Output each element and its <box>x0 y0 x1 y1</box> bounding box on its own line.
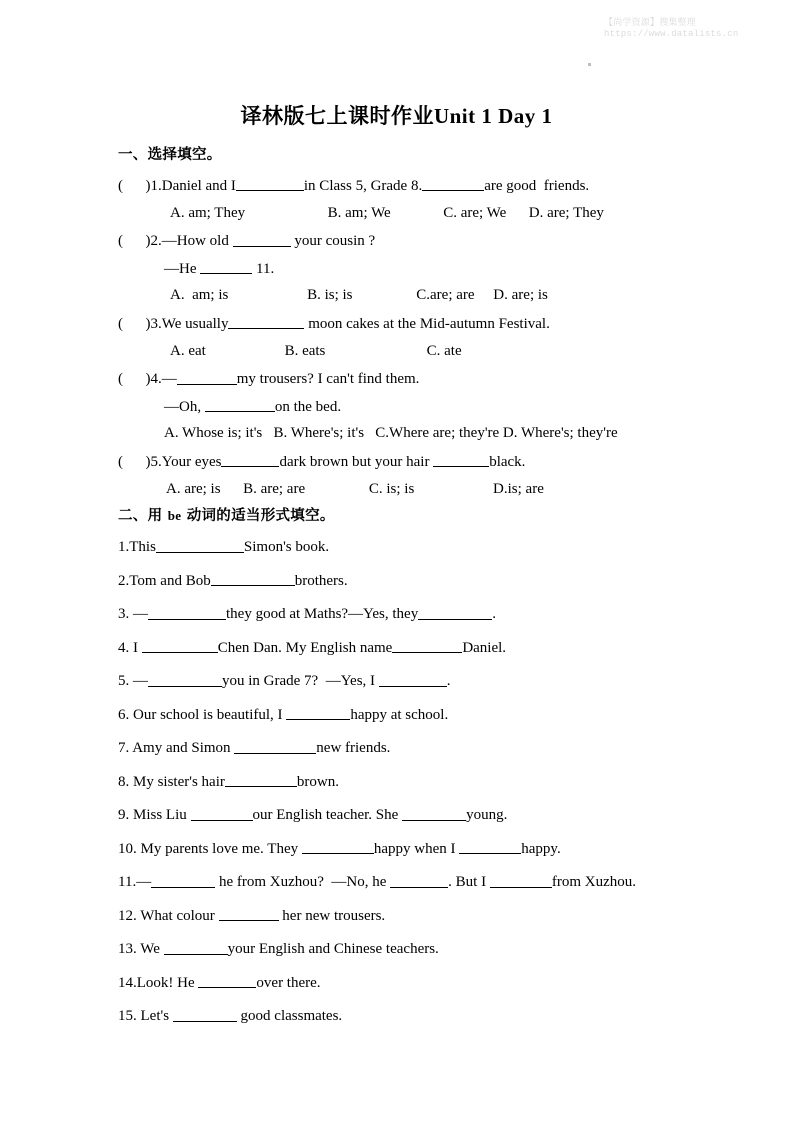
question-2-text-a: —How old <box>161 233 233 249</box>
fill-item-number: 8. <box>118 773 133 790</box>
watermark-source-label: 【尚学资源】搜集整理 <box>604 17 697 27</box>
fill-item-text-a: Let's <box>140 1008 173 1024</box>
fill-item-number: 12. <box>118 907 141 924</box>
fill-item <box>118 671 738 691</box>
fill-item-text-a: We <box>140 941 164 957</box>
fill-item-number: 13. <box>118 941 141 957</box>
question-2-stem <box>118 231 738 251</box>
fill-item-number: 1. <box>118 539 130 555</box>
question-4-sub-b: on the bed. <box>274 398 342 415</box>
answer-blank[interactable] <box>390 872 448 887</box>
answer-blank[interactable] <box>164 939 228 954</box>
page-speck-artifact <box>588 63 591 66</box>
fill-item <box>118 638 738 658</box>
fill-item-text-a: — <box>136 874 152 890</box>
fill-item-text-d: from Xuzhou. <box>551 874 636 890</box>
fill-item-text-b: Chen Dan. My English name <box>217 639 393 656</box>
question-2-subline <box>118 259 738 279</box>
question-1-marker: ( )1. <box>118 177 162 194</box>
question-2-sub-a: —He <box>164 260 201 277</box>
fill-item-text-b: you in Grade 7? —Yes, I <box>222 673 379 689</box>
answer-blank[interactable] <box>148 604 226 619</box>
fill-item-text-a: My sister's hair <box>133 773 225 790</box>
answer-blank[interactable] <box>459 839 521 854</box>
answer-blank[interactable] <box>191 805 253 820</box>
fill-item <box>118 805 738 825</box>
fill-item-text-b: good classmates. <box>236 1008 343 1024</box>
question-4-marker: ( )4. <box>118 371 162 387</box>
fill-item-text-b: happy when I <box>373 840 460 857</box>
section-2-heading-be: be <box>167 508 182 524</box>
fill-item-text-a: Amy and Simon <box>132 740 235 756</box>
question-5-marker: ( )5. <box>118 453 162 470</box>
fill-item-text-a: This <box>129 539 156 555</box>
fill-item-text-c: . <box>492 606 496 622</box>
question-5-text-c: black. <box>489 453 526 470</box>
worksheet-content <box>118 143 738 1040</box>
answer-blank[interactable] <box>286 705 350 720</box>
question-3-text-a: We usually <box>161 315 229 332</box>
answer-blank[interactable] <box>379 671 447 686</box>
fill-item-text-c: happy. <box>521 840 561 857</box>
question-1-text-c: are good friends. <box>484 177 590 194</box>
question-5-text-b: dark brown but your hair <box>279 453 434 470</box>
fill-item-text-a: I <box>133 639 142 656</box>
fill-item-text-b: he from Xuzhou? —No, he <box>215 874 391 890</box>
question-5-text-a: Your eyes <box>161 453 222 470</box>
fill-item-text-a: Look! He <box>136 974 199 991</box>
fill-item-text-b: your English and Chinese teachers. <box>227 941 439 957</box>
page-title-chinese: 译林版七上课时作业 <box>240 103 434 128</box>
fill-item-number: 5. <box>118 673 133 689</box>
answer-blank[interactable] <box>433 452 489 467</box>
answer-blank[interactable] <box>225 772 297 787</box>
answer-blank[interactable] <box>392 638 462 653</box>
fill-item-text-a: Miss Liu <box>133 807 191 823</box>
answer-blank[interactable] <box>422 176 484 191</box>
question-4-text-a: — <box>161 371 177 387</box>
question-4-text-b: my trousers? I can't find them. <box>236 371 420 387</box>
fill-item-text-a: — <box>133 606 148 622</box>
fill-item-number: 4. <box>118 639 133 656</box>
fill-item-text-a: My parents love me. They <box>140 840 302 857</box>
answer-blank[interactable] <box>177 369 237 384</box>
fill-item <box>118 839 738 859</box>
answer-blank[interactable] <box>173 1006 237 1021</box>
question-2-text-b: your cousin ? <box>290 233 376 249</box>
answer-blank[interactable] <box>219 906 279 921</box>
fill-item-text-a: Tom and Bob <box>129 572 211 589</box>
fill-item-text-c: . <box>446 673 451 689</box>
fill-item-text-a: — <box>133 673 148 689</box>
fill-item-text-c: Daniel. <box>462 639 507 656</box>
answer-blank[interactable] <box>490 872 552 887</box>
fill-item <box>118 738 738 758</box>
fill-item <box>118 705 738 725</box>
answer-blank[interactable] <box>205 397 275 412</box>
answer-blank[interactable] <box>198 973 256 988</box>
fill-item-text-b: her new trousers. <box>278 907 386 924</box>
fill-item-number: 2. <box>118 572 130 589</box>
question-4-options[interactable]: A. Whose is; it's B. Where's; it's C.Where are; they're D. Where's; they're <box>164 425 618 442</box>
answer-blank[interactable] <box>151 872 215 887</box>
page-title <box>0 100 793 130</box>
fill-item-text-b: Simon's book. <box>243 539 330 555</box>
fill-item-text-b: over there. <box>256 974 321 991</box>
fill-item <box>118 939 738 959</box>
question-3-stem <box>118 314 738 334</box>
question-5-stem <box>118 452 738 472</box>
question-1-text-b: in Class 5, Grade 8. <box>303 177 423 194</box>
fill-item-number: 6. <box>118 706 133 723</box>
fill-item-text-b: happy at school. <box>350 706 449 723</box>
fill-item-text-b: our English teacher. She <box>252 807 403 823</box>
fill-item-text-a: Our school is beautiful, I <box>133 706 287 723</box>
question-2-marker: ( )2. <box>118 233 162 249</box>
watermark-url: https://www.datalists.cn <box>604 29 739 40</box>
page-title-english: Unit 1 Day 1 <box>433 104 553 128</box>
section-2-heading <box>118 504 738 525</box>
section-1-heading: 一、选择填空。 <box>118 146 222 163</box>
fill-item <box>118 571 738 591</box>
question-4-sub-a: —Oh, <box>164 398 205 415</box>
fill-item-number: 11. <box>118 874 137 890</box>
fill-item-text-b: they good at Maths?—Yes, they <box>226 606 419 622</box>
question-5-options[interactable]: A. are; is B. are; are C. is; is D.is; are <box>166 480 544 497</box>
section-2-heading-suffix: 动词的适当形式填空。 <box>181 507 335 525</box>
fill-item-number: 15. <box>118 1008 141 1024</box>
fill-item-text-c: . But I <box>448 874 490 890</box>
fill-item-number: 7. <box>118 740 133 756</box>
fill-item <box>118 973 738 993</box>
question-3-marker: ( )3. <box>118 315 162 332</box>
section-2-heading-prefix: 二、用 <box>118 507 168 525</box>
answer-blank[interactable] <box>402 805 466 820</box>
question-1-text-a: Daniel and I <box>161 177 236 194</box>
fill-item <box>118 1006 738 1026</box>
fill-item-number: 3. <box>118 606 133 622</box>
question-3-text-b: moon cakes at the Mid-autumn Festival. <box>304 315 550 332</box>
fill-item-text-b: brothers. <box>294 572 348 589</box>
fill-item-number: 10. <box>118 840 141 857</box>
fill-item <box>118 772 738 792</box>
answer-blank[interactable] <box>142 638 218 653</box>
answer-blank[interactable] <box>211 571 295 586</box>
answer-blank[interactable] <box>236 176 304 191</box>
answer-blank[interactable] <box>156 537 244 552</box>
fill-item <box>118 906 738 926</box>
fill-item <box>118 604 738 624</box>
question-4-subline <box>118 397 738 417</box>
answer-blank[interactable] <box>234 738 316 753</box>
fill-item-number: 9. <box>118 807 133 823</box>
answer-blank[interactable] <box>221 452 279 467</box>
fill-item-text-a: What colour <box>140 907 219 924</box>
answer-blank[interactable] <box>148 671 222 686</box>
answer-blank[interactable] <box>233 231 291 246</box>
question-1-stem <box>118 176 738 196</box>
answer-blank[interactable] <box>302 839 374 854</box>
question-2-sub-b: 11. <box>252 260 275 277</box>
answer-blank[interactable] <box>228 314 304 329</box>
fill-item-text-b: new friends. <box>316 740 391 756</box>
fill-item-text-b: brown. <box>296 773 339 790</box>
fill-item <box>118 872 738 892</box>
question-3-options[interactable]: A. eat B. eats C. ate <box>170 342 462 359</box>
answer-blank[interactable] <box>200 259 252 274</box>
question-1-options[interactable]: A. am; They B. am; We C. are; We D. are; They <box>170 204 604 221</box>
question-4-stem <box>118 369 738 389</box>
fill-item-number: 14. <box>118 974 137 991</box>
question-2-options[interactable]: A. am; is B. is; is C.are; are D. are; is <box>170 287 548 304</box>
answer-blank[interactable] <box>418 604 492 619</box>
fill-item <box>118 537 738 557</box>
watermark <box>604 16 784 40</box>
fill-item-text-c: young. <box>466 807 508 823</box>
